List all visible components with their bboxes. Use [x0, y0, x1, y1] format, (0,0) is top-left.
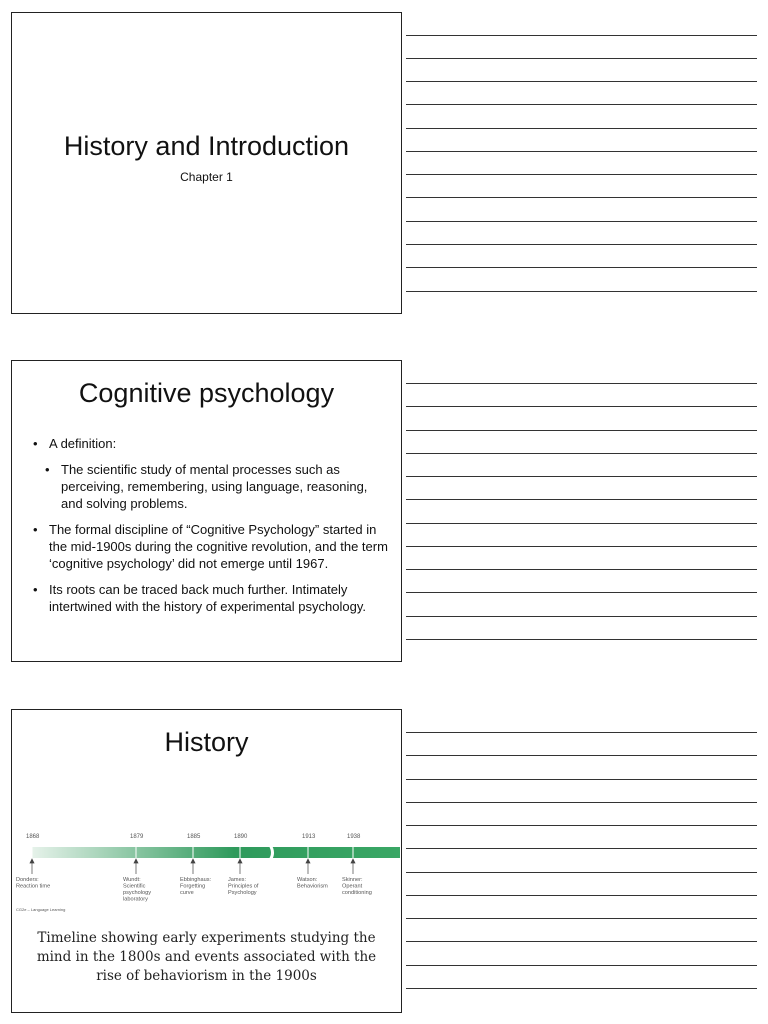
notes-lines-3	[406, 709, 757, 1013]
bullet-item: • Its roots can be traced back much further. Intimately intertwined with the history of experimental psychology.	[30, 581, 390, 615]
timeline-bar	[32, 847, 400, 858]
slide-3-title: History	[164, 727, 249, 757]
event-label: Wundt: Scientific psychology laboratory	[123, 877, 151, 903]
year-label: 1913	[302, 834, 316, 840]
notes-lines-1	[406, 12, 757, 314]
event-label: James: Principles of Psychology	[228, 877, 259, 896]
bullet-item: • The formal discipline of “Cognitive Psychology” started in the mid-1900s during the cognitive revolution, and the term ‘cognitive psychology’ did not emerge until 1967.	[30, 521, 390, 572]
slide-2-title: Cognitive psychology	[78, 378, 335, 408]
slide-3	[11, 709, 402, 1013]
slide-1	[11, 12, 402, 314]
slide-2	[11, 360, 402, 662]
slide-1-subtitle: Chapter 1	[180, 170, 233, 184]
figure-caption: Timeline showing early experiments studying the mind in the 1800s and events associated with the rise of behaviorism in the 1900s	[36, 930, 377, 984]
event-label: Skinner: Operant conditioning	[342, 877, 372, 896]
notes-lines-2	[406, 360, 757, 662]
year-label: 1938	[347, 834, 361, 840]
year-label: 1879	[130, 834, 144, 840]
sub-bullet-item: • The scientific study of mental processes such as perceiving, remembering, using language, reasoning, and solving problems.	[42, 461, 390, 512]
event-label: Watson: Behaviorism	[297, 877, 328, 890]
bullet-list	[30, 435, 390, 624]
year-label: 1885	[187, 834, 201, 840]
bullet-item: • A definition:	[30, 435, 390, 452]
slide-1-title: History and Introduction	[63, 131, 350, 161]
timeline-footnote: CG2e – Language Learning	[16, 907, 66, 912]
year-label: 1890	[234, 834, 248, 840]
event-label: Ebbinghaus: Forgetting curve	[180, 877, 212, 896]
year-label: 1868	[26, 834, 40, 840]
timeline-figure	[12, 828, 401, 928]
event-label: Donders: Reaction time	[16, 877, 51, 890]
